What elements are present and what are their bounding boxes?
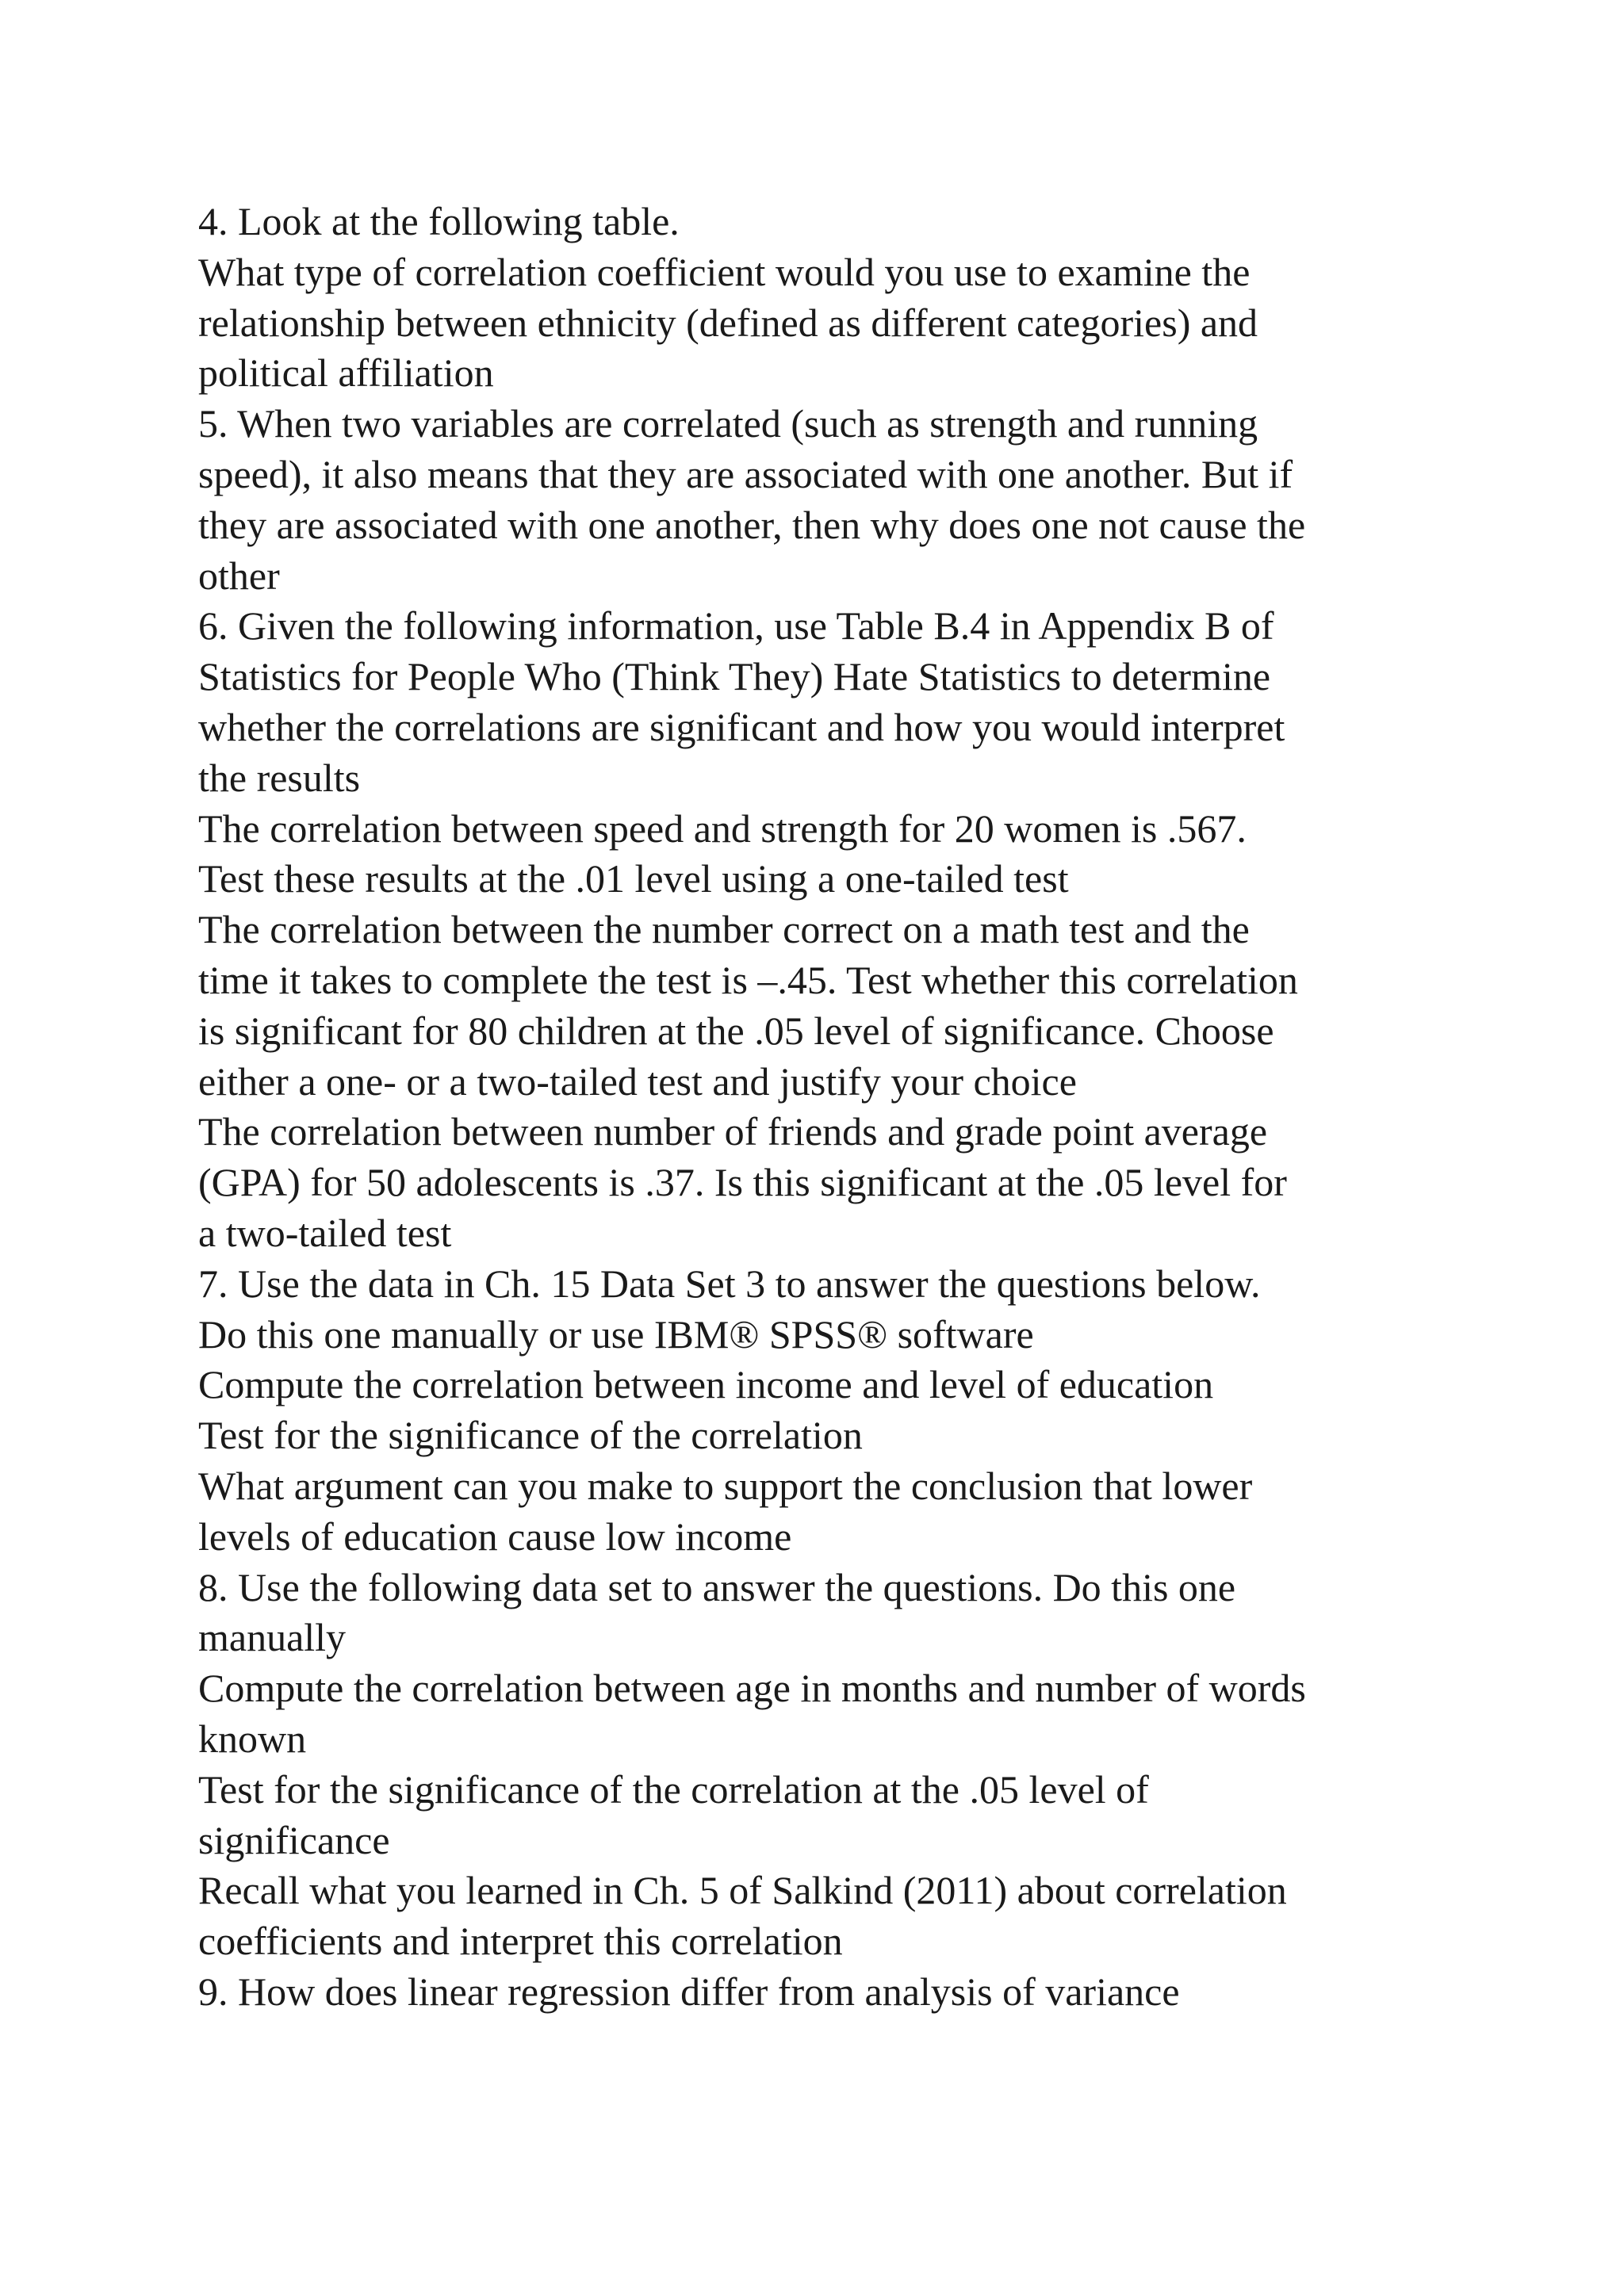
text-line: What type of correlation coefficient would you use to examine the (198, 249, 1251, 294)
text-line: significance (198, 1817, 390, 1862)
text-line: time it takes to complete the test is –.45. Test whether this correlation (198, 957, 1298, 1002)
text-line: levels of education cause low income (198, 1513, 792, 1559)
text-line: 8. Use the following data set to answer the questions. Do this one (198, 1564, 1236, 1609)
text-line: The correlation between the number correct on a math test and the (198, 907, 1250, 952)
text-line: 4. Look at the following table. (198, 199, 680, 243)
text-line: they are associated with one another, then why does one not cause the (198, 502, 1306, 547)
document-body (198, 197, 1451, 2018)
text-line: 6. Given the following information, use Table B.4 in Appendix B of (198, 603, 1274, 649)
text-line: the results (198, 755, 361, 800)
text-line: coefficients and interpret this correlation (198, 1919, 843, 1964)
text-line: other (198, 553, 280, 598)
text-line: relationship between ethnicity (defined as different categories) and (198, 300, 1258, 345)
text-line: known (198, 1716, 307, 1761)
text-line: speed), it also means that they are associated with one another. But if (198, 451, 1293, 496)
text-line: Recall what you learned in Ch. 5 of Salkind (2011) about correlation (198, 1868, 1287, 1913)
text-line: 9. How does linear regression differ from analysis of variance (198, 1969, 1180, 2014)
text-line: The correlation between number of friends and grade point average (198, 1109, 1268, 1154)
text-line: Compute the correlation between income and level of education (198, 1362, 1214, 1407)
text-line: 5. When two variables are correlated (such as strength and running (198, 401, 1258, 446)
text-line: Do this one manually or use IBM® SPSS® software (198, 1311, 1034, 1357)
text-line: (GPA) for 50 adolescents is .37. Is this significant at the .05 level for (198, 1160, 1287, 1205)
text-line: is significant for 80 children at the .05 level of significance. Choose (198, 1008, 1274, 1053)
text-line: Statistics for People Who (Think They) Hate Statistics to determine (198, 654, 1271, 699)
text-line: Test for the significance of the correlation (198, 1413, 863, 1458)
text-line: Test for the significance of the correlation at the .05 level of (198, 1766, 1149, 1812)
text-line: The correlation between speed and strength for 20 women is .567. (198, 806, 1247, 851)
text-line: 7. Use the data in Ch. 15 Data Set 3 to answer the questions below. (198, 1261, 1261, 1306)
text-line: a two-tailed test (198, 1210, 452, 1255)
text-line: Compute the correlation between age in months and number of words (198, 1666, 1306, 1711)
text-line: either a one- or a two-tailed test and justify your choice (198, 1058, 1077, 1104)
text-line: manually (198, 1615, 347, 1660)
text-line: whether the correlations are significant and how you would interpret (198, 704, 1285, 749)
text-line: political affiliation (198, 350, 494, 396)
text-line: What argument can you make to support the conclusion that lower (198, 1463, 1253, 1508)
text-line: Test these results at the .01 level using a one-tailed test (198, 856, 1069, 901)
